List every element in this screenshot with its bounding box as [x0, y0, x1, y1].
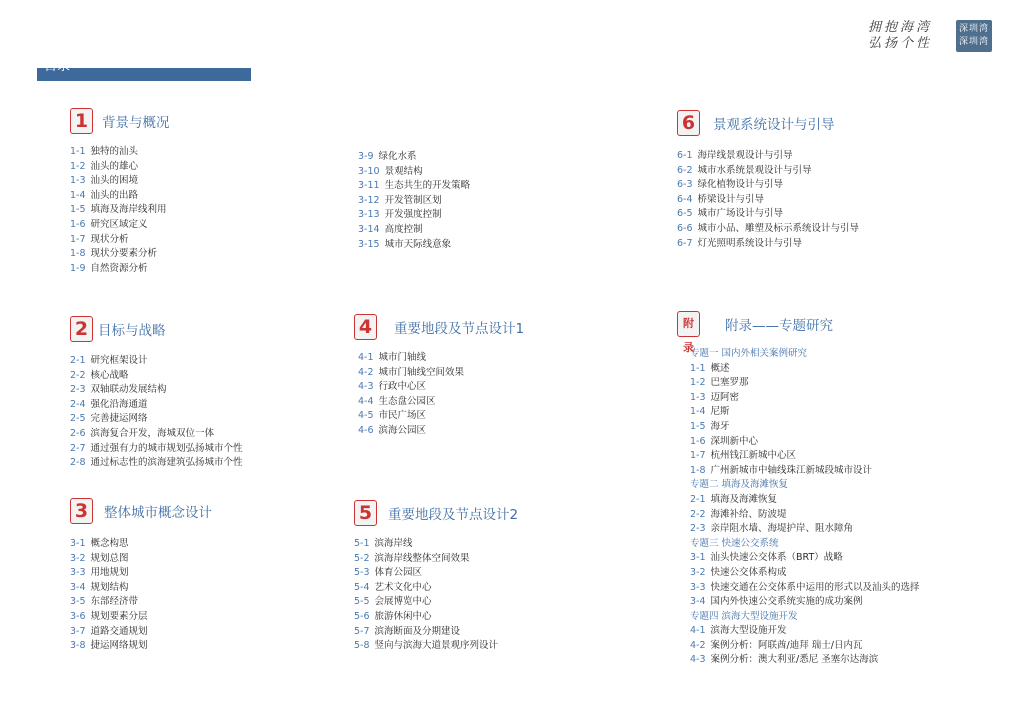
toc-entry-label: 滨海断面及分期建设	[374, 625, 461, 637]
toc-entry[interactable]	[690, 464, 920, 479]
toc-entry-label: 生态共生的开发策略	[384, 180, 471, 192]
section-title: 附录——专题研究	[725, 318, 833, 334]
toc-entry-number: 5-3	[354, 567, 370, 579]
toc-entry-label: 灯光照明系统设计与引导	[697, 237, 803, 249]
toc-title: 目录	[44, 59, 71, 74]
toc-entry[interactable]	[690, 405, 920, 420]
toc-entry-number: 2-1	[70, 355, 86, 366]
toc-entry-label: 规划结构	[90, 581, 129, 593]
section-number: 附录	[677, 311, 700, 337]
toc-entry-number: 2-7	[70, 442, 86, 454]
toc-entry-label: 生态盘公园区	[378, 395, 436, 407]
toc-entry-label: 竖向与滨海大道景观序列设计	[374, 640, 499, 652]
toc-entry-number: 4-2	[690, 639, 706, 651]
toc-entry-number: 6-7	[677, 237, 693, 249]
toc-entry-number: 4-3	[358, 381, 374, 393]
toc-entry[interactable]	[358, 238, 470, 253]
toc-entry[interactable]	[70, 189, 167, 204]
toc-entry-label: 绿化水系	[378, 151, 417, 162]
toc-entry-label: 城市天际线意象	[384, 238, 452, 250]
toc-entry-number: 3-14	[358, 223, 380, 235]
toc-entry[interactable]	[358, 395, 464, 410]
appendix-list	[690, 347, 920, 668]
toc-entry-label: 滨海岸线	[374, 538, 413, 549]
toc-entry-label: 体育公园区	[374, 567, 423, 579]
toc-entry-number: 3-15	[358, 238, 380, 250]
toc-entry[interactable]	[70, 233, 167, 248]
toc-entry-label: 开发管制区划	[384, 194, 442, 206]
toc-entry[interactable]	[70, 442, 243, 457]
toc-entry-number: 3-6	[70, 610, 86, 622]
toc-entry-label: 独特的汕头	[90, 146, 139, 157]
toc-entry-number: 3-10	[358, 165, 380, 177]
toc-entry[interactable]	[358, 366, 464, 381]
section-number: 4	[354, 314, 377, 340]
toc-entry-label: 亲岸阻水墙、海堤护岸、阻水障角	[710, 523, 854, 535]
toc-entry-label: 高度控制	[384, 223, 423, 235]
toc-entry-label: 专题四 滨海大型设施开发	[690, 610, 798, 622]
toc-entry[interactable]	[354, 595, 498, 610]
toc-entry-label: 滨海公园区	[378, 424, 427, 436]
logo-seal-line2: 深圳湾	[958, 37, 989, 47]
logo-seal-line1: 深圳湾	[958, 24, 989, 34]
section-title: 重要地段及节点设计2	[388, 507, 519, 523]
toc-entry-label: 行政中心区	[378, 381, 427, 393]
toc-entry-number: 1-3	[70, 175, 86, 187]
toc-entry-label: 专题三 快速公交系统	[690, 537, 779, 549]
toc-entry-number: 1-2	[70, 160, 86, 172]
toc-entry[interactable]	[358, 194, 470, 209]
toc-entry-label: 专题一 国内外相关案例研究	[690, 348, 808, 359]
toc-entry-number: 4-4	[358, 395, 374, 407]
toc-entry[interactable]	[690, 653, 920, 668]
section-6-list	[677, 149, 859, 251]
toc-entry[interactable]	[358, 424, 464, 439]
toc-entry-label: 城市广场设计与引导	[697, 208, 784, 220]
toc-entry-number: 1-7	[70, 233, 86, 245]
toc-entry[interactable]	[70, 369, 243, 384]
toc-entry-label: 会展博览中心	[374, 596, 432, 608]
toc-entry[interactable]	[70, 203, 167, 218]
toc-entry[interactable]	[70, 625, 148, 640]
toc-entry[interactable]	[70, 639, 148, 654]
toc-entry-number: 2-1	[690, 493, 706, 505]
toc-entry-number: 2-2	[690, 508, 706, 520]
section-3-continued-list	[358, 150, 470, 252]
toc-entry[interactable]	[70, 247, 167, 262]
toc-entry-number: 6-1	[677, 150, 693, 161]
toc-entry-number: 3-5	[70, 596, 86, 608]
toc-entry[interactable]	[677, 149, 859, 164]
toc-entry-number: 1-3	[690, 391, 706, 403]
toc-entry[interactable]	[70, 610, 148, 625]
toc-entry[interactable]	[70, 427, 243, 442]
section-title: 背景与概况	[102, 115, 170, 131]
toc-entry-label: 旅游休闲中心	[374, 610, 432, 622]
toc-entry[interactable]	[354, 581, 498, 596]
toc-entry-label: 绿化植物设计与引导	[697, 179, 784, 191]
toc-entry[interactable]	[690, 595, 920, 610]
toc-entry-number: 1-1	[70, 146, 86, 157]
toc-entry-number: 4-1	[690, 625, 706, 637]
toc-entry-number: 2-3	[70, 384, 86, 396]
toc-entry-number: 3-11	[358, 180, 380, 192]
toc-entry-label: 自然资源分析	[90, 262, 148, 274]
toc-entry-number: 5-4	[354, 581, 370, 593]
toc-entry-number: 5-1	[354, 538, 370, 549]
toc-entry-label: 市民广场区	[378, 410, 427, 422]
toc-entry[interactable]	[358, 409, 464, 424]
toc-entry-label: 海牙	[710, 420, 730, 432]
toc-entry-label: 桥梁设计与引导	[697, 193, 765, 205]
toc-entry[interactable]	[358, 351, 464, 366]
toc-entry-label: 快速交通在公交体系中运用的形式以及汕头的选择	[710, 581, 920, 593]
toc-entry-number: 1-5	[70, 204, 86, 216]
toc-entry[interactable]	[690, 522, 920, 537]
toc-entry-number: 2-6	[70, 427, 86, 439]
toc-entry[interactable]	[677, 193, 859, 208]
toc-entry-number: 4-2	[358, 366, 374, 378]
toc-entry-number: 2-5	[70, 413, 86, 425]
toc-entry-number: 5-7	[354, 625, 370, 637]
toc-entry[interactable]	[690, 493, 920, 508]
toc-entry-number: 6-2	[677, 164, 693, 176]
toc-entry-number: 5-6	[354, 610, 370, 622]
toc-entry[interactable]	[690, 449, 920, 464]
toc-entry-number: 5-5	[354, 596, 370, 608]
toc-entry-label: 景观结构	[384, 165, 423, 177]
toc-entry[interactable]	[358, 223, 470, 238]
toc-entry-label: 通过强有力的城市规划弘扬城市个性	[90, 442, 243, 454]
toc-entry-label: 双轴联动发展结构	[90, 384, 167, 396]
toc-entry-label: 填海及海滩恢复	[710, 493, 778, 505]
toc-entry-label: 艺术文化中心	[374, 581, 432, 593]
toc-entry-number: 4-3	[690, 654, 706, 666]
toc-entry-label: 填海及海岸线利用	[90, 204, 167, 216]
section-title: 景观系统设计与引导	[713, 117, 835, 133]
toc-entry[interactable]	[677, 237, 859, 252]
toc-entry-label: 广州新城市中轴线珠江新城段城市设计	[710, 464, 873, 476]
section-title: 重要地段及节点设计1	[394, 321, 525, 337]
toc-entry-label: 东部经济带	[90, 596, 139, 608]
logo-seal	[956, 20, 992, 52]
section-number: 2	[70, 316, 93, 342]
toc-entry-label: 规划总图	[90, 552, 129, 564]
toc-entry-label: 滨海大型设施开发	[710, 625, 787, 637]
toc-entry-number: 4-1	[358, 352, 374, 363]
toc-entry-label: 概念构思	[90, 538, 129, 549]
toc-entry[interactable]	[690, 537, 920, 552]
toc-entry[interactable]	[354, 537, 498, 552]
toc-entry[interactable]	[70, 160, 167, 175]
toc-entry[interactable]	[690, 610, 920, 625]
toc-entry-label: 规划要素分层	[90, 610, 148, 622]
toc-entry-label: 完善捷运网络	[90, 413, 148, 425]
toc-entry-number: 2-2	[70, 369, 86, 381]
toc-entry[interactable]	[70, 174, 167, 189]
toc-entry-label: 深圳新中心	[710, 435, 759, 447]
toc-entry-label: 城市水系统景观设计与引导	[697, 164, 812, 176]
toc-entry[interactable]	[70, 537, 148, 552]
toc-entry-number: 3-1	[70, 538, 86, 549]
toc-entry[interactable]	[354, 610, 498, 625]
toc-entry-number: 6-4	[677, 193, 693, 205]
toc-entry[interactable]	[70, 412, 243, 427]
toc-entry-number: 2-4	[70, 398, 86, 410]
toc-entry[interactable]	[70, 595, 148, 610]
section-number: 5	[354, 500, 377, 526]
toc-entry[interactable]	[690, 566, 920, 581]
toc-entry-label: 海滩补给、防波堤	[710, 508, 787, 520]
toc-entry-number: 3-7	[70, 625, 86, 637]
toc-entry[interactable]	[690, 435, 920, 450]
toc-entry-label: 滨海复合开发，海城双位一体	[90, 427, 215, 439]
toc-entry[interactable]	[70, 552, 148, 567]
toc-entry-number: 1-6	[690, 435, 706, 447]
toc-entry-label: 案例分析：阿联酋/迪拜 瑞士/日内瓦	[710, 639, 863, 651]
toc-entry[interactable]	[354, 639, 498, 654]
toc-entry[interactable]	[690, 347, 920, 362]
toc-entry-number: 2-8	[70, 457, 86, 469]
toc-entry-number: 1-5	[690, 420, 706, 432]
toc-entry-label: 滨海岸线整体空间效果	[374, 552, 470, 564]
logo-slogan	[868, 20, 954, 52]
toc-entry-number: 1-1	[690, 362, 706, 374]
toc-entry-label: 汕头的困境	[90, 175, 139, 187]
logo-slogan-line1: 拥抱海湾	[868, 20, 933, 35]
toc-entry-number: 1-6	[70, 218, 86, 230]
toc-entry-number: 3-2	[70, 552, 86, 564]
section-3-list	[70, 537, 148, 654]
toc-entry[interactable]	[70, 354, 243, 369]
toc-entry-label: 城市门轴线空间效果	[378, 366, 465, 378]
toc-entry-label: 概述	[710, 362, 730, 374]
section-number: 6	[677, 110, 700, 136]
toc-entry-number: 5-2	[354, 552, 370, 564]
toc-entry[interactable]	[358, 380, 464, 395]
toc-entry[interactable]	[690, 478, 920, 493]
toc-entry-number: 4-5	[358, 410, 374, 422]
toc-entry[interactable]	[358, 208, 470, 223]
section-title: 目标与战略	[98, 323, 166, 339]
toc-entry-label: 城市门轴线	[378, 352, 427, 363]
toc-entry[interactable]	[358, 150, 470, 165]
toc-entry-number: 2-3	[690, 523, 706, 535]
toc-entry-label: 巴塞罗那	[710, 377, 749, 389]
toc-entry-number: 3-13	[358, 209, 380, 221]
toc-entry[interactable]	[690, 376, 920, 391]
toc-entry-number: 1-9	[70, 262, 86, 274]
toc-entry[interactable]	[690, 362, 920, 377]
section-2-list	[70, 354, 243, 471]
toc-entry-label: 专题二 填海及海滩恢复	[690, 479, 789, 491]
logo-slogan-line2: 弘扬个性	[868, 36, 933, 51]
toc-entry-label: 海岸线景观设计与引导	[697, 150, 793, 161]
toc-entry-label: 汕头快速公交体系（BRT）战略	[710, 552, 843, 564]
toc-entry[interactable]	[354, 625, 498, 640]
toc-entry-number: 3-4	[70, 581, 86, 593]
toc-entry-number: 3-4	[690, 596, 706, 608]
toc-entry-number: 6-5	[677, 208, 693, 220]
toc-entry-number: 3-12	[358, 194, 380, 206]
toc-entry-number: 3-8	[70, 640, 86, 652]
section-title: 整体城市概念设计	[104, 505, 212, 521]
section-1-list	[70, 145, 167, 276]
toc-entry[interactable]	[690, 391, 920, 406]
toc-entry[interactable]	[690, 551, 920, 566]
toc-entry-number: 4-6	[358, 424, 374, 436]
toc-entry[interactable]	[354, 552, 498, 567]
toc-entry-label: 研究框架设计	[90, 355, 148, 366]
toc-entry-number: 1-8	[70, 248, 86, 260]
toc-entry[interactable]	[70, 383, 243, 398]
section-5-list	[354, 537, 498, 654]
toc-entry-number: 5-8	[354, 640, 370, 652]
section-4-list	[358, 351, 464, 439]
toc-entry-number: 1-8	[690, 464, 706, 476]
toc-entry-number: 6-6	[677, 222, 693, 234]
toc-entry[interactable]	[358, 165, 470, 180]
toc-entry[interactable]	[690, 508, 920, 523]
toc-entry-label: 研究区域定义	[90, 218, 148, 230]
toc-entry-number: 3-9	[358, 151, 374, 162]
toc-entry[interactable]	[358, 179, 470, 194]
toc-entry-label: 汕头的雄心	[90, 160, 139, 172]
toc-entry[interactable]	[70, 145, 167, 160]
toc-entry-label: 现状分要素分析	[90, 248, 158, 260]
toc-entry-label: 城市小品、雕塑及标示系统设计与引导	[697, 222, 860, 234]
toc-entry[interactable]	[70, 218, 167, 233]
toc-entry[interactable]	[70, 262, 167, 277]
toc-entry[interactable]	[354, 566, 498, 581]
toc-entry-number: 3-2	[690, 566, 706, 578]
toc-entry-label: 现状分析	[90, 233, 129, 245]
toc-entry-label: 快速公交体系构成	[710, 566, 787, 578]
toc-entry[interactable]	[70, 566, 148, 581]
toc-entry-label: 国内外快速公交系统实施的成功案例	[710, 596, 863, 608]
toc-entry[interactable]	[690, 624, 920, 639]
toc-entry-number: 3-3	[690, 581, 706, 593]
toc-entry-number: 1-2	[690, 377, 706, 389]
logo	[868, 20, 996, 56]
toc-entry-number: 3-1	[690, 552, 706, 564]
toc-entry[interactable]	[70, 398, 243, 413]
toc-entry-label: 道路交通规划	[90, 625, 148, 637]
toc-entry[interactable]	[677, 164, 859, 179]
toc-entry-label: 通过标志性的滨海建筑弘扬城市个性	[90, 457, 243, 469]
toc-entry[interactable]	[690, 639, 920, 654]
toc-entry-label: 核心战略	[90, 369, 129, 381]
toc-entry[interactable]	[690, 420, 920, 435]
toc-entry-label: 开发强度控制	[384, 209, 442, 221]
toc-entry[interactable]	[677, 178, 859, 193]
toc-entry-label: 迈阿密	[710, 391, 740, 403]
toc-entry[interactable]	[690, 581, 920, 596]
toc-entry-number: 6-3	[677, 179, 693, 191]
toc-entry-label: 杭州钱江新城中心区	[710, 450, 797, 462]
toc-entry-label: 强化沿海通道	[90, 398, 148, 410]
toc-entry-label: 案例分析：澳大利亚/悉尼 圣塞尔达海滨	[710, 654, 879, 666]
toc-entry-number: 3-3	[70, 567, 86, 579]
toc-entry-number: 1-4	[690, 406, 706, 418]
toc-entry-label: 用地规划	[90, 567, 129, 579]
toc-entry[interactable]	[677, 222, 859, 237]
toc-entry[interactable]	[70, 456, 243, 471]
toc-entry-label: 汕头的出路	[90, 189, 139, 201]
toc-entry-label: 捷运网络规划	[90, 640, 148, 652]
toc-entry[interactable]	[70, 581, 148, 596]
toc-entry[interactable]	[677, 207, 859, 222]
section-number: 1	[70, 108, 93, 134]
toc-entry-label: 尼斯	[710, 406, 730, 418]
toc-entry-number: 1-4	[70, 189, 86, 201]
section-number: 3	[70, 498, 93, 524]
toc-entry-number: 1-7	[690, 450, 706, 462]
